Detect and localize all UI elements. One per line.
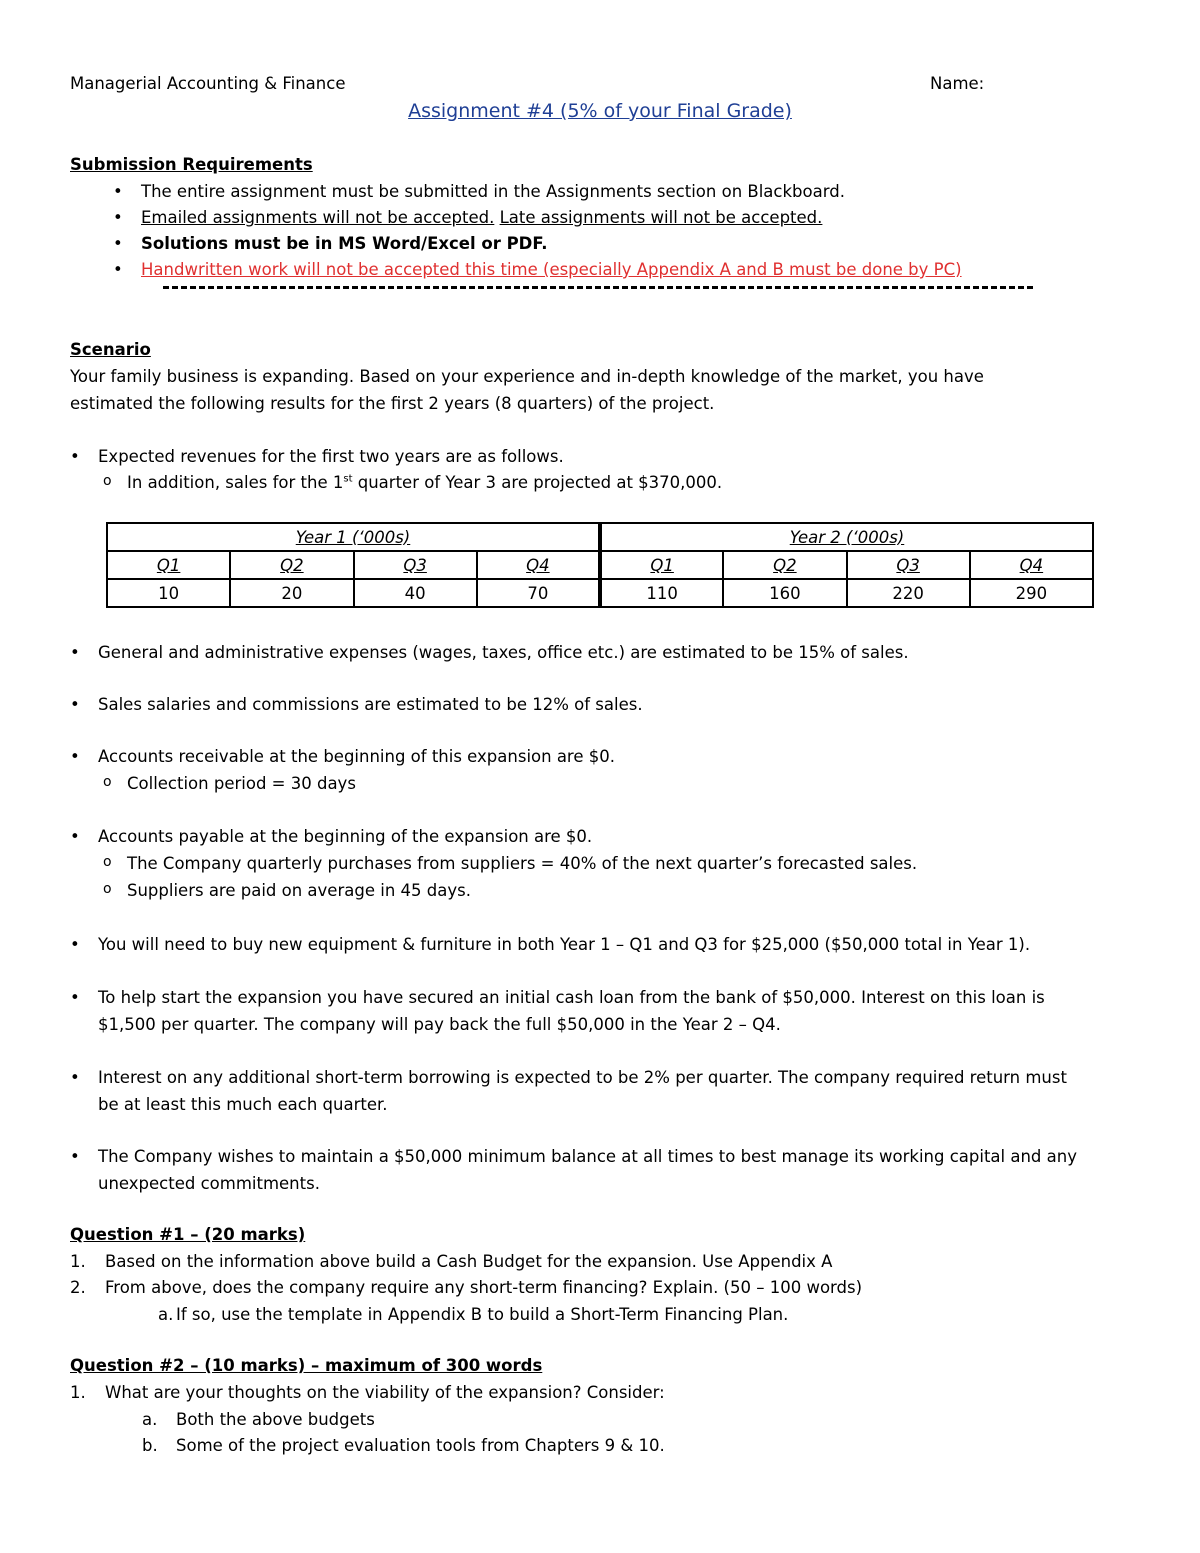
revenue-cell: 10 [107, 579, 230, 607]
question-1-item-1: Based on the information above build a Cash Budget for the expansion. Use Appendix A [105, 1252, 833, 1271]
bullet-icon: • [70, 1147, 80, 1166]
bullet-icon: • [70, 988, 80, 1007]
interest-bullet-line-2: be at least this much each quarter. [98, 1095, 388, 1114]
assignment-title: Assignment #4 (5% of your Final Grade) [408, 100, 792, 122]
collection-period-sub-bullet: o Collection period = 30 days [103, 774, 356, 793]
interest-bullet: • Interest on any additional short-term borrowing is expected to be 2% per quarter. The company required return must [70, 1068, 1067, 1087]
submission-item-3: • Solutions must be in MS Word/Excel or PDF. [113, 234, 548, 253]
sub-bullet-icon: o [103, 774, 112, 790]
sub-bullet-icon: o [103, 854, 112, 870]
question-1-number-2: 2. [70, 1278, 86, 1297]
question-1-number-1: 1. [70, 1252, 86, 1271]
scenario-intro-line-2: estimated the following results for the first 2 years (8 quarters) of the project. [70, 394, 715, 413]
ga-expense-bullet: • General and administrative expenses (wages, taxes, office etc.) are estimated to be 15% of sales. [70, 643, 909, 662]
revenue-table [106, 522, 1094, 608]
suppliers-paid-sub-bullet: o Suppliers are paid on average in 45 days. [103, 881, 471, 900]
submission-heading: Submission Requirements [70, 155, 313, 174]
question-2-item-1: What are your thoughts on the viability of the expansion? Consider: [105, 1383, 665, 1402]
equipment-bullet: • You will need to buy new equipment & furniture in both Year 1 – Q1 and Q3 for $25,000 ($50,000 total in Year 1). [70, 935, 1031, 954]
question-1-item-2a: If so, use the template in Appendix B to build a Short-Term Financing Plan. [176, 1305, 789, 1324]
accounts-payable-bullet: • Accounts payable at the beginning of the expansion are $0. [70, 827, 593, 846]
revenue-cell: 110 [600, 579, 723, 607]
quarter-header: Q1 [600, 551, 723, 579]
bullet-icon: • [70, 935, 80, 954]
quarter-header: Q3 [847, 551, 970, 579]
question-2-heading: Question #2 – (10 marks) – maximum of 300 words [70, 1356, 543, 1375]
revenue-cell: 40 [354, 579, 477, 607]
revenue-cell: 70 [477, 579, 600, 607]
question-2-letter-b: b. [142, 1436, 158, 1455]
bullet-icon: • [70, 447, 80, 466]
bullet-icon: • [70, 1068, 80, 1087]
minimum-balance-bullet: • The Company wishes to maintain a $50,000 minimum balance at all times to best manage its working capital and any [70, 1147, 1077, 1166]
question-1-item-2: From above, does the company require any short-term financing? Explain. (50 – 100 words) [105, 1278, 863, 1297]
revenue-bullet: • Expected revenues for the first two years are as follows. [70, 447, 564, 466]
revenue-cell: 20 [230, 579, 353, 607]
scenario-intro-line-1: Your family business is expanding. Based on your experience and in-depth knowledge of the market, you have [70, 367, 984, 386]
bullet-icon: • [70, 747, 80, 766]
bullet-icon: • [70, 827, 80, 846]
bullet-icon: • [113, 208, 123, 227]
bullet-icon: • [113, 182, 123, 201]
bullet-icon: • [70, 695, 80, 714]
quarter-header: Q3 [354, 551, 477, 579]
table-row [107, 579, 1093, 607]
minimum-balance-line-2: unexpected commitments. [98, 1174, 320, 1193]
quarter-header: Q4 [477, 551, 600, 579]
table-row [107, 551, 1093, 579]
question-2-number-1: 1. [70, 1383, 86, 1402]
year1-header: Year 1 (‘000s) [107, 523, 600, 551]
question-1-heading: Question #1 – (20 marks) [70, 1225, 306, 1244]
question-1-letter-a: a. [158, 1305, 174, 1324]
question-2-item-a: Both the above budgets [176, 1410, 375, 1429]
submission-item-1: • The entire assignment must be submitted in the Assignments section on Blackboard. [113, 182, 845, 201]
bullet-icon: • [113, 260, 123, 279]
sales-salaries-bullet: • Sales salaries and commissions are estimated to be 12% of sales. [70, 695, 643, 714]
accounts-receivable-bullet: • Accounts receivable at the beginning of this expansion are $0. [70, 747, 615, 766]
revenue-cell: 290 [970, 579, 1093, 607]
sub-bullet-icon: o [103, 881, 112, 897]
submission-item-2: • Emailed assignments will not be accepted. Late assignments will not be accepted. [113, 208, 823, 227]
question-2-item-b: Some of the project evaluation tools from Chapters 9 & 10. [176, 1436, 665, 1455]
quarter-header: Q2 [230, 551, 353, 579]
quarter-header: Q4 [970, 551, 1093, 579]
year2-header: Year 2 (‘000s) [600, 523, 1093, 551]
loan-bullet-line-2: $1,500 per quarter. The company will pay back the full $50,000 in the Year 2 – Q4. [98, 1015, 781, 1034]
bullet-icon: • [113, 234, 123, 253]
quarter-header: Q2 [723, 551, 846, 579]
bullet-icon: • [70, 643, 80, 662]
question-2-letter-a: a. [142, 1410, 158, 1429]
revenue-cell: 160 [723, 579, 846, 607]
revenue-sub-bullet: o In addition, sales for the 1st quarter of Year 3 are projected at $370,000. [103, 473, 723, 492]
table-row [107, 523, 1093, 551]
quarter-header: Q1 [107, 551, 230, 579]
course-name: Managerial Accounting & Finance [70, 74, 346, 93]
sub-bullet-icon: o [103, 473, 112, 489]
loan-bullet: • To help start the expansion you have secured an initial cash loan from the bank of $50,000. Interest on this loan is [70, 988, 1045, 1007]
submission-item-4: • Handwritten work will not be accepted this time (especially Appendix A and B must be done by PC) [113, 260, 962, 279]
purchases-sub-bullet: o The Company quarterly purchases from suppliers = 40% of the next quarter’s forecasted sales. [103, 854, 918, 873]
revenue-cell: 220 [847, 579, 970, 607]
dashed-divider [163, 286, 1033, 292]
name-label: Name: [930, 74, 985, 93]
scenario-heading: Scenario [70, 340, 151, 359]
